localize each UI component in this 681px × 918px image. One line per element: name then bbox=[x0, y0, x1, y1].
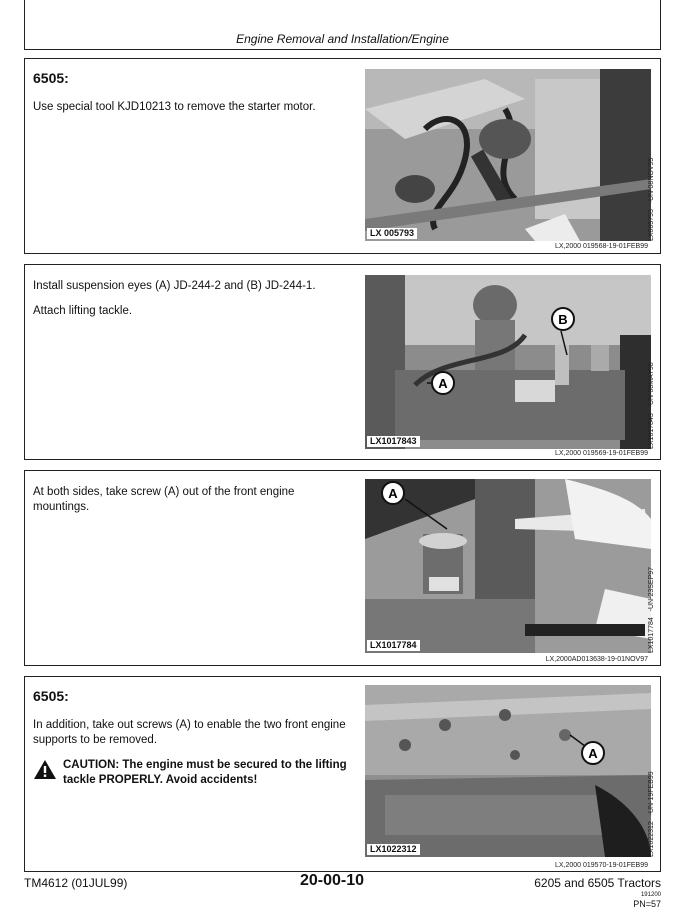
photo-label: LX1017843 bbox=[367, 436, 420, 447]
section-text bbox=[33, 485, 353, 525]
photo-front-mountings bbox=[365, 479, 651, 653]
footer-date-code: 191200 bbox=[640, 892, 661, 898]
callout-a: A bbox=[588, 746, 598, 761]
warning-triangle-icon bbox=[33, 759, 57, 785]
callout-a: A bbox=[438, 376, 448, 391]
photo-suspension-eyes bbox=[365, 275, 651, 449]
photo-label: LX 005793 bbox=[367, 228, 417, 239]
photo-side-code: LX005793 -UN-08NOV95 bbox=[648, 157, 655, 241]
photo-drawing bbox=[365, 69, 651, 241]
reference-code: LX,2000 019570-19-01FEB99 bbox=[554, 862, 648, 869]
footer-pn: PN=57 bbox=[633, 899, 661, 909]
section-engine-supports bbox=[24, 676, 661, 872]
photo-label: LX1022312 bbox=[367, 844, 420, 855]
page-header bbox=[24, 0, 661, 50]
photo-drawing bbox=[365, 479, 651, 653]
header-title: Engine Removal and Installation/Engine bbox=[236, 32, 449, 46]
section-starter-motor bbox=[24, 58, 661, 254]
photo-label: LX1017784 bbox=[367, 640, 420, 651]
caution-text: CAUTION: The engine must be secured to the lifting tackle PROPERLY. Avoid accidents! bbox=[63, 759, 347, 786]
caution-notice bbox=[33, 758, 353, 788]
section-front-mountings bbox=[24, 470, 661, 666]
photo-drawing bbox=[365, 275, 651, 449]
footer-product: 6205 and 6505 Tractors bbox=[534, 876, 661, 890]
section-text bbox=[33, 67, 353, 125]
paragraph: Install suspension eyes (A) JD-244-2 and (B) JD-244-1. bbox=[33, 280, 316, 292]
photo-side-code: LX1017843 -UN-08MAY98 bbox=[648, 362, 655, 449]
section-heading: 6505: bbox=[33, 688, 69, 704]
photo-starter-motor bbox=[365, 69, 651, 241]
footer-page-number: 20-00-10 bbox=[300, 872, 365, 889]
section-text bbox=[33, 279, 353, 329]
reference-code: LX,2000 019568-19-01FEB99 bbox=[554, 243, 648, 250]
photo-side-code: LX1022312 -UN-19FEB99 bbox=[648, 771, 655, 857]
callout-a: A bbox=[388, 486, 398, 501]
section-text bbox=[33, 685, 353, 788]
reference-code: LX,2000AD013638-19-01NOV97 bbox=[545, 656, 648, 663]
photo-drawing bbox=[365, 685, 651, 857]
photo-engine-supports bbox=[365, 685, 651, 857]
section-heading: 6505: bbox=[33, 70, 69, 86]
photo-side-code: LX1017784 -UN-23SEP97 bbox=[648, 566, 655, 653]
section-suspension-eyes bbox=[24, 264, 661, 460]
callout-b: B bbox=[558, 312, 568, 327]
paragraph: Use special tool KJD10213 to remove the starter motor. bbox=[33, 101, 316, 113]
footer-manual-id: TM4612 (01JUL99) bbox=[24, 876, 128, 890]
paragraph: In addition, take out screws (A) to enable the two front engine supports to be removed. bbox=[33, 719, 346, 746]
paragraph: At both sides, take screw (A) out of the front engine mountings. bbox=[33, 486, 295, 513]
paragraph: Attach lifting tackle. bbox=[33, 305, 133, 317]
reference-code: LX,2000 019569-19-01FEB99 bbox=[554, 450, 648, 457]
